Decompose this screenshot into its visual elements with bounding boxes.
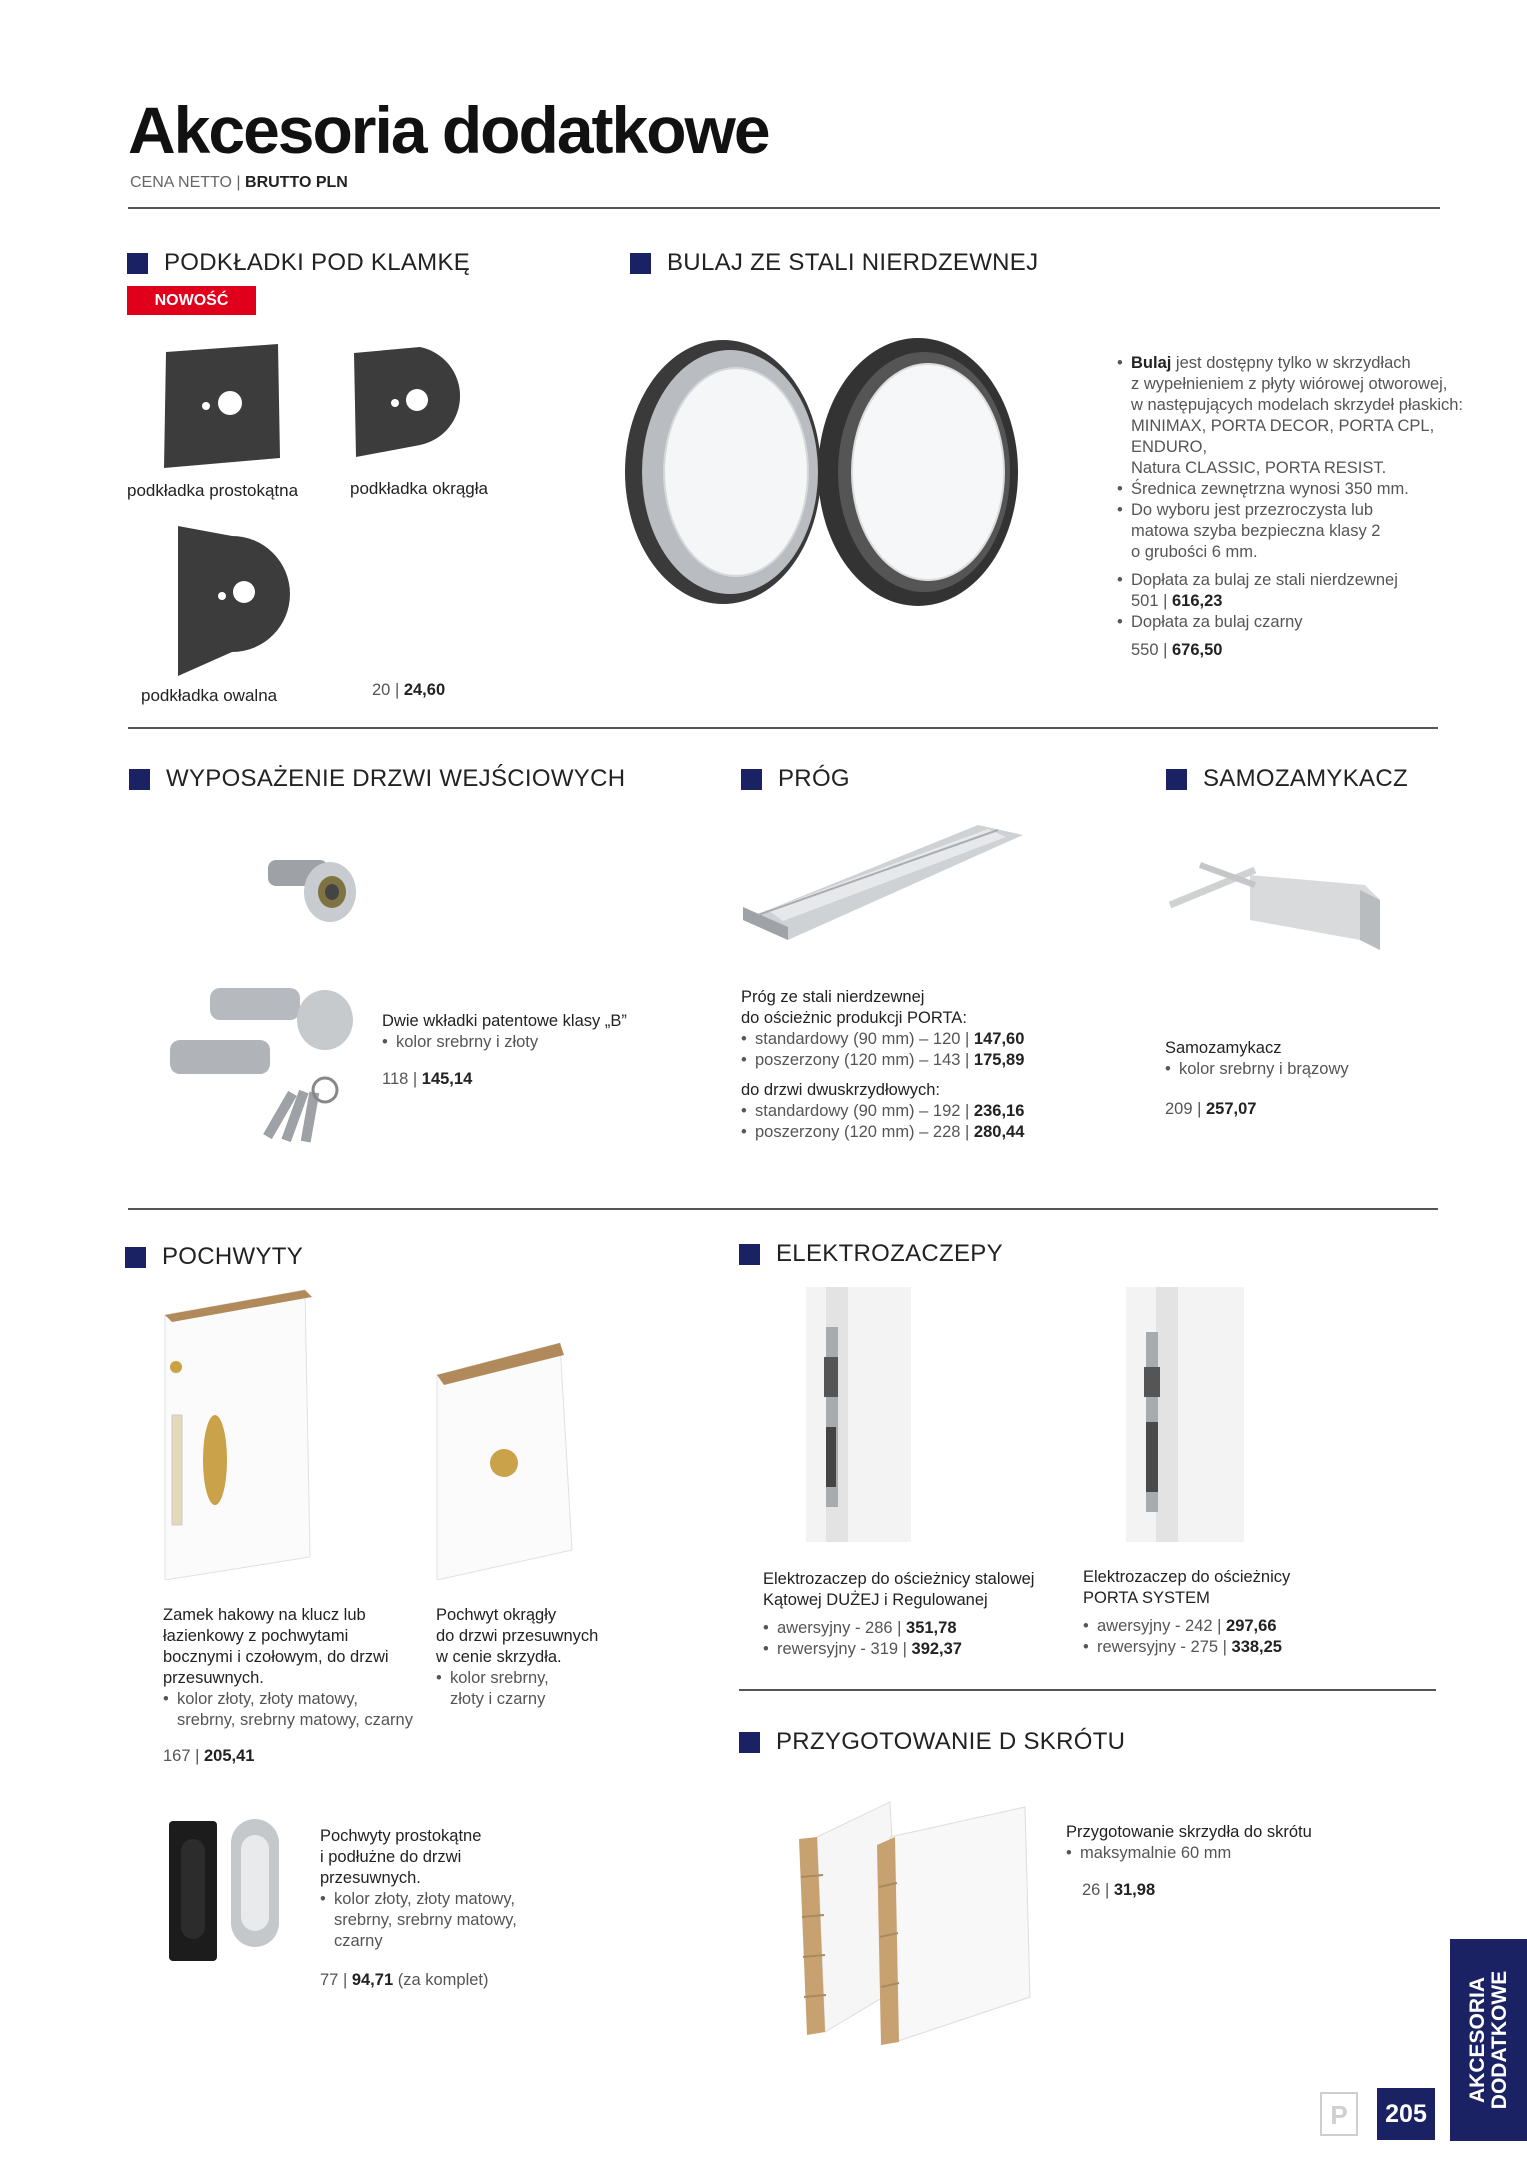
product-color: • kolor srebrny i złoty: [396, 1033, 539, 1051]
side-tab: [1450, 1939, 1527, 2141]
side-tab-label: [1467, 1971, 1511, 2109]
section-heading: SAMOZAMYKACZ: [1203, 765, 1408, 792]
desc-line: czarny: [334, 1932, 383, 1950]
row-label: rewersyjny - 275: [1097, 1638, 1219, 1656]
divider-3: [739, 1689, 1436, 1691]
section-marker: [127, 253, 148, 274]
cylinders-price: 118 | 145,14: [382, 1070, 473, 1088]
price-note: [130, 174, 348, 192]
bulaj-line: Natura CLASSIC, PORTA RESIST.: [1131, 459, 1387, 477]
price-gross: 392,37: [911, 1640, 962, 1658]
section-marker: [630, 253, 651, 274]
price-gross: 205,41: [204, 1747, 255, 1765]
section-marker: [129, 769, 150, 790]
price-net: 167: [163, 1747, 191, 1765]
price-gross: 257,07: [1206, 1100, 1257, 1118]
product-color: • kolor srebrny i brązowy: [1179, 1060, 1349, 1078]
round-handle-door-image: [432, 1335, 577, 1580]
price-net: 209: [1165, 1100, 1193, 1118]
price-gross: 280,44: [973, 1123, 1025, 1141]
rectangular-plate-image: [160, 340, 285, 470]
bulaj-line: MINIMAX, PORTA DECOR, PORTA CPL, ENDURO,: [1131, 417, 1435, 456]
product-spec: • maksymalnie 60 mm: [1080, 1844, 1232, 1862]
plate-oval-caption: podkładka owalna: [141, 686, 278, 705]
price-gross: 616,23: [1172, 592, 1223, 610]
price-gross: 31,98: [1113, 1881, 1156, 1899]
shortening-price: 26 | 31,98: [1082, 1881, 1156, 1899]
price-net: 120: [932, 1030, 961, 1048]
desc-line: Elektrozaczep do ościeżnicy stalowej: [763, 1570, 1035, 1588]
desc-line: Elektrozaczep do ościeżnicy: [1083, 1568, 1291, 1586]
page-number: 205: [1377, 2088, 1435, 2140]
bulaj-line: jest dostępny tylko w skrzydłach: [1171, 354, 1411, 372]
threshold-image: [738, 815, 1023, 945]
price-net: 118: [382, 1070, 409, 1088]
cylinder-lock-image: [165, 980, 365, 1155]
section-samozamykacz: [1166, 765, 1408, 793]
logo-letter: P: [1330, 2100, 1348, 2130]
row-label: standardowy (90 mm) –: [755, 1102, 929, 1120]
desc-line: Pochwyt okrągły: [436, 1606, 557, 1624]
price-gross: 94,71: [351, 1971, 394, 1989]
divider-2: [128, 1208, 1438, 1210]
closer-description: [1165, 1038, 1465, 1080]
section-marker: [741, 769, 762, 790]
new-badge: NOWOŚĆ: [127, 286, 256, 315]
section-heading: PRÓG: [778, 765, 850, 792]
hook-lock-price: 167 | 205,41: [163, 1747, 255, 1765]
row-label: poszerzony (120 mm) –: [755, 1123, 929, 1141]
electric-strike-steel-image: [806, 1287, 911, 1542]
page-title: Akcesoria dodatkowe: [128, 93, 769, 167]
bulaj-line: matowa szyba bezpieczna klasy 2: [1131, 522, 1381, 540]
product-name: Dwie wkładki patentowe klasy „B”: [382, 1012, 627, 1030]
shortening-image: [795, 1797, 1035, 2047]
price-net: 501: [1131, 592, 1159, 610]
bulaj-line: o grubości 6 mm.: [1131, 543, 1258, 561]
section-przygotowanie: [739, 1728, 1125, 1756]
desc-line: Zamek hakowy na klucz lub: [163, 1606, 366, 1624]
porta-logo: [1320, 2092, 1358, 2136]
desc-line: i podłużne do drzwi: [320, 1848, 462, 1866]
desc-line: PORTA SYSTEM: [1083, 1589, 1210, 1607]
door-viewer-image: [258, 840, 368, 935]
product-name: Przygotowanie skrzydła do skrótu: [1066, 1823, 1312, 1841]
price-net: 26: [1082, 1881, 1101, 1899]
section-heading: BULAJ ZE STALI NIERDZEWNEJ: [667, 249, 1039, 276]
price-note-netto: CENA NETTO: [130, 174, 232, 191]
price-net: 550: [1131, 641, 1159, 659]
desc-line: bocznymi i czołowym, do drzwi: [163, 1648, 389, 1666]
hook-lock-description: [163, 1605, 443, 1731]
section-marker: [1166, 769, 1187, 790]
rect-handles-description: [320, 1826, 550, 1952]
bulaj-line: Do wyboru jest przezroczysta lub: [1131, 501, 1374, 519]
price-note-sep: |: [236, 174, 241, 191]
bulaj-bold: Bulaj: [1131, 354, 1172, 372]
bulaj-line: w następujących modelach skrzydeł płaskich:: [1131, 396, 1463, 414]
price-net: 228: [932, 1123, 961, 1141]
row-label: awersyjny - 242: [1097, 1617, 1213, 1635]
row-label: standardowy (90 mm) –: [755, 1030, 929, 1048]
plate-rect-caption: podkładka prostokątna: [127, 481, 299, 500]
section-marker: [125, 1247, 146, 1268]
price-gross: 24,60: [403, 681, 446, 699]
price-net: 77: [320, 1971, 339, 1989]
threshold-line: do ościeżnic produkcji PORTA:: [741, 1009, 967, 1027]
strike-steel-description: Elektrozaczep do ościeżnicy stalowej Kątowej DUŻEJ i Regulowanej • awersyjny - 286 | 351,78 • rewersyjny - 319 | 392,37: [763, 1569, 1083, 1660]
desc-line: przesuwnych.: [163, 1669, 264, 1687]
side-line: DODATKOWE: [1487, 1970, 1511, 2110]
desc-line: kolor złoty, złoty matowy,: [334, 1890, 515, 1908]
desc-line: złoty i czarny: [450, 1690, 546, 1708]
strike-system-description: Elektrozaczep do ościeżnicy PORTA SYSTEM • awersyjny - 242 | 297,66 • rewersyjny - 275 | 338,25: [1083, 1567, 1383, 1658]
price-note-brutto: BRUTTO PLN: [245, 174, 348, 191]
section-heading: ELEKTROZACZEPY: [776, 1240, 1003, 1267]
round-handle-description: [436, 1605, 636, 1710]
desc-line: Kątowej DUŻEJ i Regulowanej: [763, 1591, 988, 1609]
door-closer-image: [1160, 845, 1385, 955]
price-gross: 297,66: [1226, 1617, 1277, 1635]
product-name: Samozamykacz: [1165, 1039, 1282, 1057]
price-net: 20: [372, 681, 391, 699]
desc-line: łazienkowy z pochwytami: [163, 1627, 349, 1645]
shortening-description: [1066, 1822, 1386, 1864]
plate-price: 20 | 24,60: [372, 681, 446, 699]
price-net: 143: [932, 1051, 961, 1069]
section-pochwyty: [125, 1243, 303, 1271]
threshold-description: Próg ze stali nierdzewnej do ościeżnic produkcji PORTA: • standardowy (90 mm) – 120 | 147,60 • poszerzony (120 mm) – 143 | 175,89 do drzwi dwuskrzydłowych: • standardowy (90 mm) – 192 | 236,16 • poszerzony (120 mm) – 228 | 280,44: [741, 987, 1041, 1143]
section-heading: POCHWYTY: [162, 1243, 304, 1270]
side-line: AKCESORIA: [1465, 1977, 1489, 2104]
price-gross: 338,25: [1231, 1638, 1282, 1656]
rect-handles-price: 77 | 94,71 (za komplet): [320, 1971, 489, 1989]
threshold-line: Próg ze stali nierdzewnej: [741, 988, 925, 1006]
section-wyposazenie: [129, 765, 625, 793]
row-label: rewersyjny - 319: [777, 1640, 899, 1658]
section-marker: [739, 1244, 760, 1265]
section-heading: WYPOSAŻENIE DRZWI WEJŚCIOWYCH: [166, 765, 626, 792]
divider-1: [128, 727, 1438, 729]
price-gross: 351,78: [906, 1619, 957, 1637]
section-heading: PRZYGOTOWANIE D SKRÓTU: [776, 1728, 1126, 1755]
bulaj-diameter: • Średnica zewnętrzna wynosi 350 mm.: [1131, 480, 1409, 498]
desc-line: do drzwi przesuwnych: [436, 1627, 599, 1645]
desc-line: kolor srebrny,: [450, 1669, 549, 1687]
porthole-images: [618, 330, 1068, 615]
electric-strike-system-image: [1126, 1287, 1244, 1542]
desc-line: w cenie skrzydła.: [436, 1648, 562, 1666]
section-marker: [739, 1732, 760, 1753]
price-gross: 676,50: [1172, 641, 1223, 659]
desc-line: przesuwnych.: [320, 1869, 421, 1887]
section-podkladki: [127, 249, 470, 277]
price-gross: 145,14: [421, 1070, 473, 1088]
desc-line: srebrny, srebrny matowy, czarny: [177, 1711, 413, 1729]
threshold-line: do drzwi dwuskrzydłowych:: [741, 1081, 940, 1099]
rect-handles-image: [165, 1815, 290, 1965]
price-gross: 147,60: [973, 1030, 1025, 1048]
price-gross: 175,89: [973, 1051, 1025, 1069]
price-net: 192: [932, 1102, 961, 1120]
hook-lock-door-image: [160, 1285, 315, 1580]
row-label: poszerzony (120 mm) –: [755, 1051, 929, 1069]
price-gross: 236,16: [973, 1102, 1025, 1120]
row-label: awersyjny - 286: [777, 1619, 893, 1637]
round-plate-image: [350, 345, 470, 465]
plate-round-caption: podkładka okrągła: [350, 479, 488, 498]
desc-line: kolor złoty, złoty matowy,: [177, 1690, 358, 1708]
desc-line: srebrny, srebrny matowy,: [334, 1911, 517, 1929]
bulaj-line: z wypełnieniem z płyty wiórowej otworowej,: [1131, 375, 1448, 393]
bulaj-surcharge-steel: Dopłata za bulaj ze stali nierdzewnej: [1131, 571, 1398, 589]
oval-plate-image: [172, 520, 292, 680]
section-elektrozaczepy: [739, 1240, 1003, 1268]
price-note: (za komplet): [397, 1971, 489, 1989]
section-bulaj: [630, 249, 1038, 277]
header-divider: [128, 207, 1440, 209]
closer-price: 209 | 257,07: [1165, 1100, 1257, 1118]
bulaj-surcharge-black: • Dopłata za bulaj czarny: [1131, 613, 1303, 631]
section-heading: PODKŁADKI POD KLAMKĘ: [164, 249, 471, 276]
bulaj-description: • Bulaj jest dostępny tylko w skrzydłach z wypełnieniem z płyty wiórowej otworowej, w następujących modelach skrzydeł płaskich: MINIMAX, PORTA DECOR, PORTA CPL, ENDURO, Natura CLASSIC, PORTA RESIST. • Średnica zewnętrzna wynosi 350 mm. • Do wyboru jest przezroczysta lub matowa szyba bezpieczna klasy 2 o grubości 6 mm. • Dopłata za bulaj ze stali nierdzewnej 501 | 616,23 • Dopłata za bulaj czarny 550 | 676,50: [1117, 353, 1497, 661]
cylinders-description: [382, 1011, 662, 1053]
desc-line: Pochwyty prostokątne: [320, 1827, 482, 1845]
section-prog: [741, 765, 850, 793]
